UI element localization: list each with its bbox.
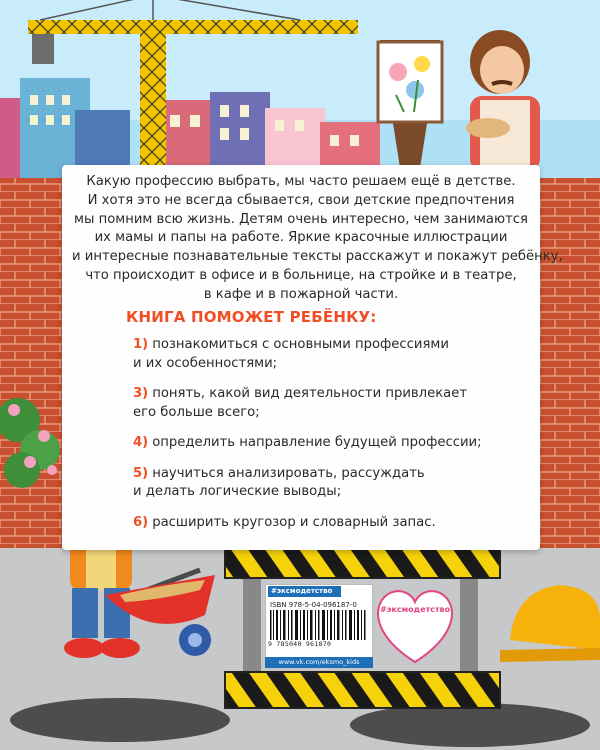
list-text: научиться анализировать, рассуждать <box>152 465 425 481</box>
list-number: 1) <box>133 337 149 352</box>
benefits-heading: КНИГА ПОМОЖЕТ РЕБЁНКУ: <box>126 308 377 326</box>
benefits-list <box>133 336 533 544</box>
intro-line: их мамы и папы на работе. Яркие красочные иллюстрации <box>94 230 508 246</box>
list-text: его больше всего; <box>133 404 260 420</box>
crack-hole-left <box>10 698 230 742</box>
list-item <box>133 336 533 373</box>
list-item <box>133 434 533 453</box>
barcode-bars <box>270 610 366 640</box>
crack-hole-right <box>350 703 590 747</box>
list-number: 5) <box>133 465 149 481</box>
social-url[interactable]: www.vk.com/eksmo_kids <box>265 657 373 668</box>
list-text: познакомиться с основными профессиями <box>152 337 449 352</box>
list-text: и их особенностями; <box>133 355 278 371</box>
intro-line: в кафе и в пожарной части. <box>203 286 399 302</box>
list-item <box>133 385 533 422</box>
list-text: определить направление будущей профессии; <box>152 435 482 450</box>
intro-paragraph <box>72 173 563 305</box>
heart-label: #эксмодетство <box>380 605 451 614</box>
hazard-board-bottom <box>225 672 500 708</box>
isbn-text: ISBN 978-5-04-096187-0 <box>270 601 357 609</box>
list-number: 3) <box>133 386 149 401</box>
intro-line: и интересные познавательные тексты расскажут и покажут ребёнку, <box>72 249 563 265</box>
list-text: и делать логические выводы; <box>133 484 342 499</box>
list-text: расширить кругозор и словарный запас. <box>152 514 436 530</box>
intro-line: И хотя это не всегда сбывается, свои детские предпочтения <box>87 192 515 208</box>
intro-line: Какую профессию выбрать, мы часто решаем ещё в детстве. <box>86 174 516 189</box>
list-number: 6) <box>133 514 149 530</box>
intro-line: что происходит в офисе и в больнице, на стройке и в театре, <box>85 267 517 283</box>
list-item <box>133 465 533 502</box>
brand-tag: #эксмодетство <box>268 586 341 597</box>
list-item <box>133 514 533 533</box>
list-number: 4) <box>133 435 149 450</box>
barcode-digits: 9 785040 961870 <box>268 640 332 648</box>
list-text: понять, какой вид деятельности привлекает <box>152 386 468 401</box>
brick-wall-right <box>540 288 600 548</box>
intro-line: мы помним всю жизнь. Детям очень интересно, чем занимаются <box>74 211 528 227</box>
